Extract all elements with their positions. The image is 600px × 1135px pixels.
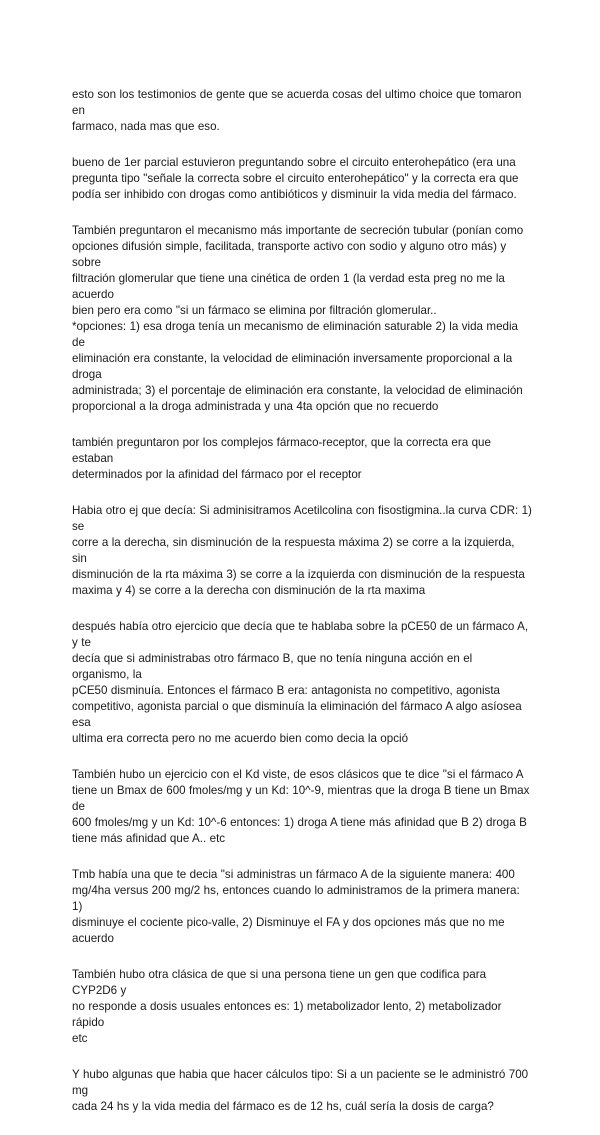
paragraph-cyp2d6: También hubo otra clásica de que si una persona tiene un gen que codifica para CYP2D6 y no responde a dosis usuales entonces es: 1) metabolizador lento, 2) metabolizador rápido etc	[72, 968, 502, 1045]
paragraph-enterohepatic: bueno de 1er parcial estuvieron preguntando sobre el circuito enterohepático (era una pregunta tipo "señale la correcta sobre el circuito enterohepático" y la correcta era que podía ser inhibido con drogas como antibióticos y disminuir la vida media del fármaco.	[72, 156, 519, 201]
paragraph-tubular-secretion: También preguntaron el mecanismo más importante de secreción tubular (ponían como opciones difusión simple, facilitada, transporte activo con sodio y alguno otro más) y sobre filtración glomerular que tiene una cinética de orden 1 (la verdad esta preg no me la acuerdo bien pero era como "si un fármaco se elimina por filtración glomerular.. *opciones: 1) esa droga tenía un mecanismo de eliminación saturable 2) la vida media de eliminación era constante, la velocidad de eliminación inversamente proporcional a la droga administrada; 3) el porcentaje de eliminación era constante, la velocidad de eliminación proporcional a la droga administrada y una 4ta opción que no recuerdo	[72, 224, 524, 413]
paragraph-kd: También hubo un ejercicio con el Kd viste, de esos clásicos que te dice "si el fármaco A tiene un Bmax de 600 fmoles/mg y un Kd: 10^-9, mientras que la droga B tiene un Bmax de 600 fmoles/mg y un Kd: 10^-6 entonces: 1) droga A tiene más afinidad que B 2) droga B tiene más afinidad que A.. etc	[72, 768, 530, 845]
paragraph-pce50: después había otro ejercicio que decía que te hablaba sobre la pCE50 de un fármaco A, y te decía que si administrabas otro fármaco B, que no tenía ninguna acción en el organismo, la pCE50 disminuía. Entonces el fármaco B era: antagonista no competitivo, agonista competitivo, agonista parcial o que disminuía la eliminación del fármaco A algo asíosea esa ultima era correcta pero no me acuerdo bien como decia la opció	[72, 620, 529, 745]
document-body	[72, 87, 532, 1135]
paragraph-intro: esto son los testimonios de gente que se acuerda cosas del ultimo choice que tomaron en farmaco, nada mas que eso.	[72, 88, 522, 133]
paragraph-dosing: Tmb había una que te decia "si administras un fármaco A de la siguiente manera: 400 mg/4ha versus 200 mg/2 hs, entonces cuando lo administramos de la primera manera: 1) disminuye el cociente pico-valle, 2) Disminuye el FA y dos opciones más que no me acuerdo	[72, 868, 520, 945]
paragraph-drug-receptor: también preguntaron por los complejos fármaco-receptor, que la correcta era que estaban determinados por la afinidad del fármaco por el receptor	[72, 436, 491, 481]
paragraph-cdr-curve: Habia otro ej que decía: Si adminisitramos Acetilcolina con fisostigmina..la curva CDR: 1) se corre a la derecha, sin disminución de la respuesta máxima 2) se corre a la izquierda, sin disminución de la rta máxima 3) se corre a la izquierda con disminución de la respuesta maxima y 4) se corre a la derecha con disminución de la rta maxima	[72, 504, 532, 597]
paragraph-loading-dose: Y hubo algunas que habia que hacer cálculos tipo: Si a un paciente se le administró 700 mg cada 24 hs y la vida media del fármaco es de 12 hs, cuál sería la dosis de carga?	[72, 1068, 529, 1113]
